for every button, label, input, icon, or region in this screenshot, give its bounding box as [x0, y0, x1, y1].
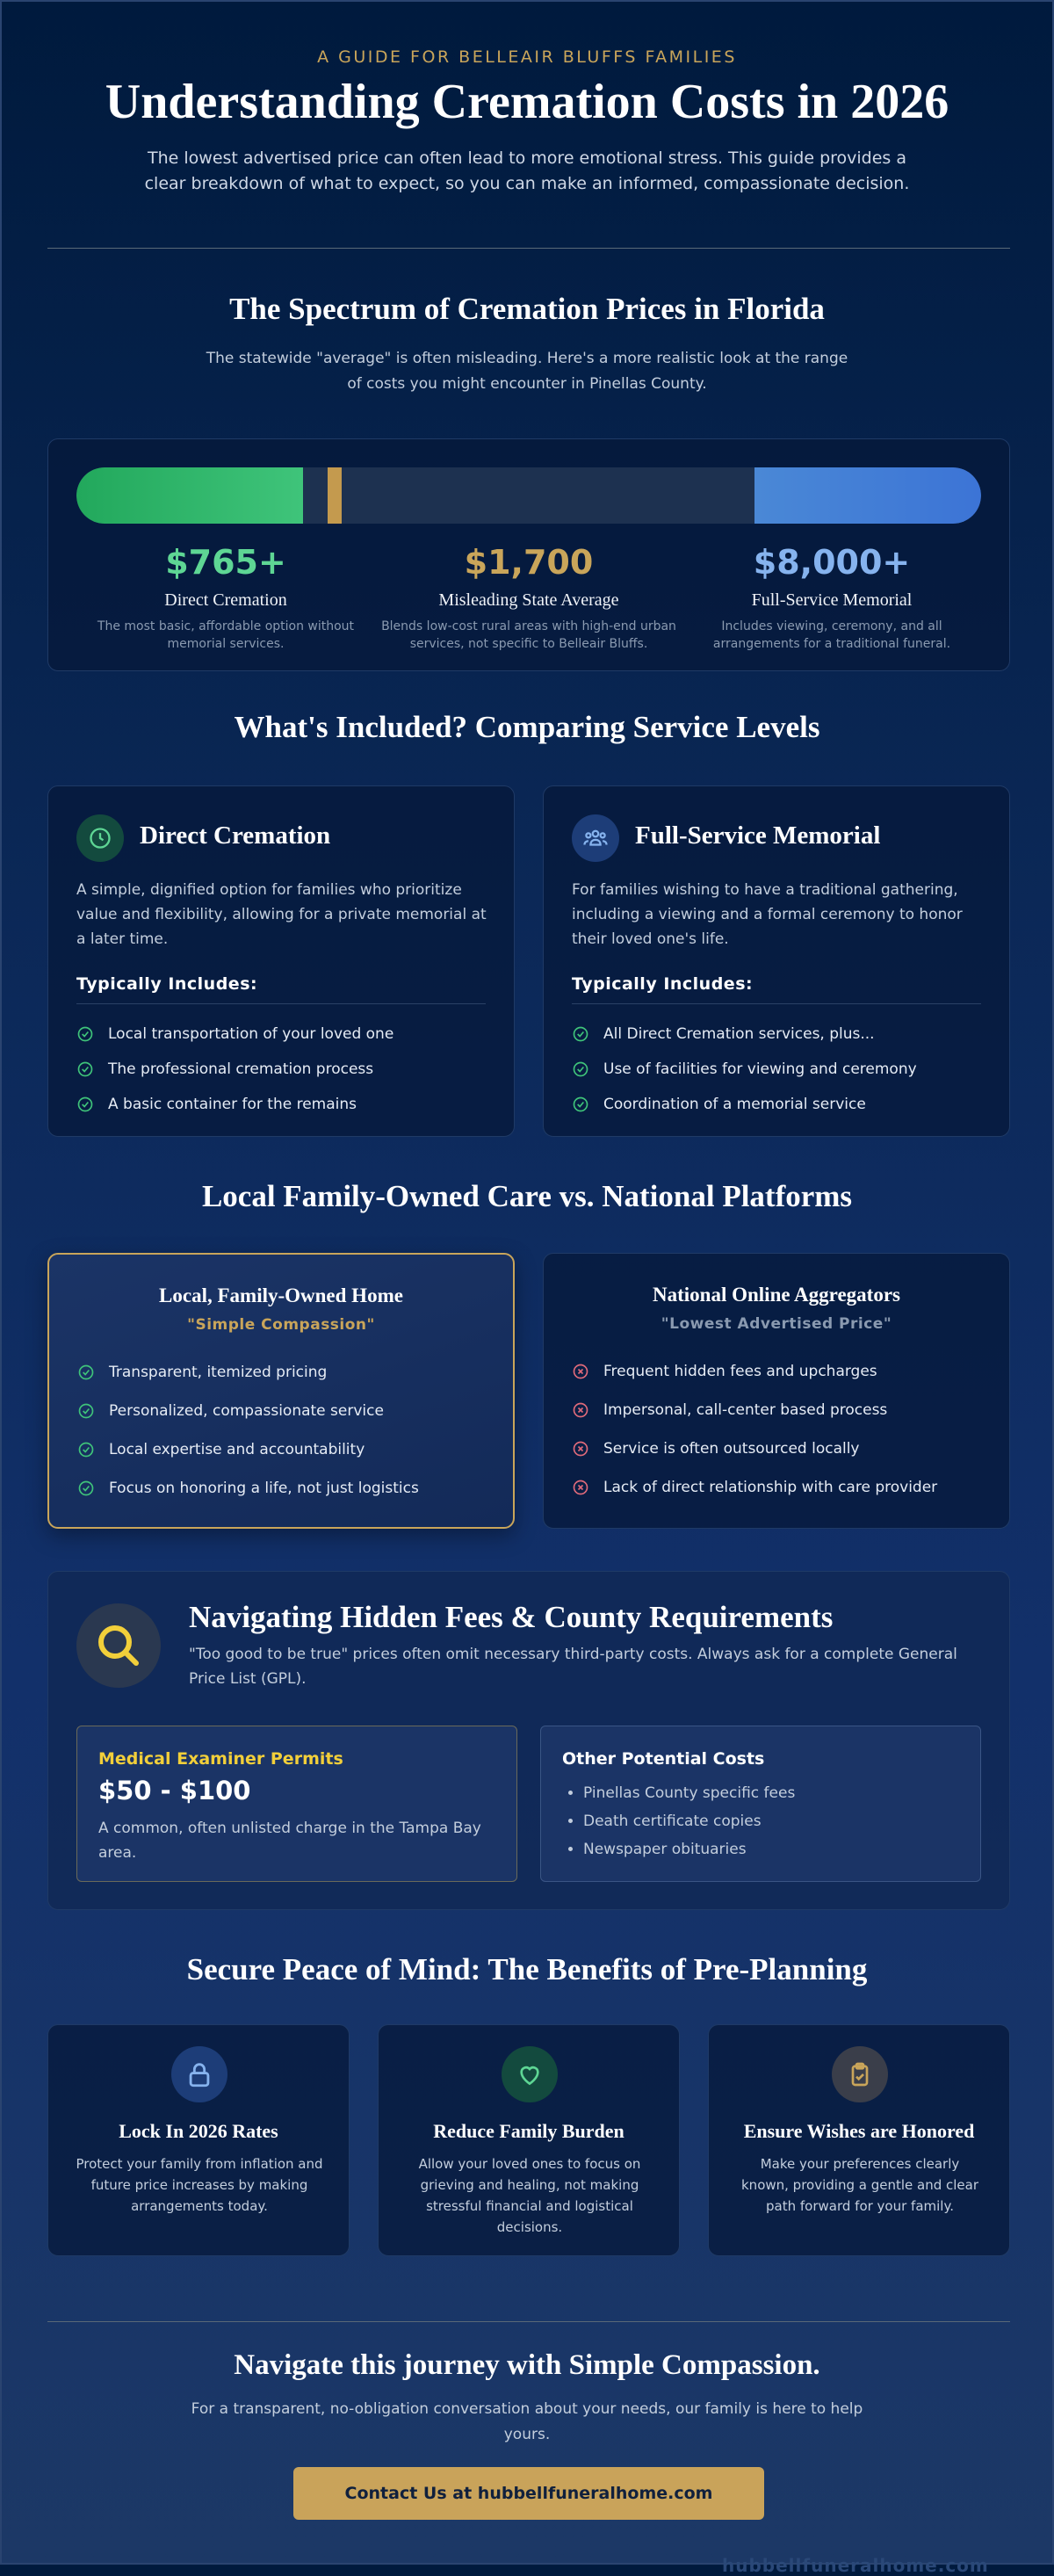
price-desc: Includes viewing, ceremony, and all arrangements for a traditional funeral. — [712, 619, 951, 651]
list-item — [572, 1087, 917, 1122]
list-item-text: Transparent, itemized pricing — [109, 1364, 328, 1381]
list-item-text: All Direct Cremation services, plus... — [603, 1025, 875, 1043]
page-subtitle: The lowest advertised price can often lead to more emotional stress. This guide provides a clear breakdown of what to expect, so you can make an informed, compassionate decision. — [144, 148, 910, 193]
other-costs-box — [540, 1726, 981, 1882]
list-item — [77, 1469, 419, 1508]
price-desc: Blends low-cost rural areas with high-end urban services, not specific to Belleair Bluffs. — [381, 619, 676, 651]
check-circle-icon — [572, 1096, 589, 1113]
bar-marker-average — [328, 467, 342, 524]
divider — [47, 248, 1010, 249]
spectrum-title: The Spectrum of Cremation Prices in Florida — [229, 292, 825, 326]
price-value: $1,700 — [464, 543, 594, 582]
service-title: Full-Service Memorial — [635, 821, 881, 850]
national-aggregators-card — [543, 1253, 1010, 1529]
divider — [76, 1003, 486, 1004]
other-costs-list — [583, 1779, 795, 1863]
check-circle-icon — [77, 1402, 95, 1420]
comparison-title: Local Family-Owned Care vs. National Platforms — [201, 1179, 853, 1213]
check-circle-icon — [76, 1096, 94, 1113]
heart-icon — [502, 2046, 558, 2102]
benefit-card-wishes — [708, 2024, 1010, 2256]
list-item — [572, 1429, 937, 1468]
list-item-text: Focus on honoring a life, not just logistics — [109, 1480, 419, 1497]
clock-icon — [76, 814, 124, 862]
list-item — [77, 1430, 419, 1469]
check-circle-icon — [76, 1060, 94, 1078]
x-circle-icon — [572, 1363, 589, 1380]
list-item-text: Local expertise and accountability — [109, 1441, 365, 1458]
benefit-title: Lock In 2026 Rates — [119, 2120, 278, 2142]
hidden-fees-card — [47, 1571, 1010, 1910]
x-circle-icon — [572, 1479, 589, 1496]
spectrum-subtitle: The statewide "average" is often misleading. Here's a more realistic look at the range of costs you might encounter in Pinellas County. — [206, 350, 848, 393]
includes-heading: Typically Includes: — [572, 974, 754, 994]
list-item-text: Local transportation of your loved one — [108, 1025, 394, 1043]
divider — [572, 1003, 981, 1004]
cta-title: Navigate this journey with Simple Compassion. — [234, 2349, 820, 2381]
fee-title: Other Potential Costs — [562, 1749, 765, 1769]
includes-list — [76, 1017, 393, 1122]
list-item — [76, 1052, 393, 1087]
price-full — [682, 543, 981, 653]
benefits-title: Secure Peace of Mind: The Benefits of Pre-Planning — [186, 1952, 868, 1986]
service-desc: A simple, dignified option for families who prioritize value and flexibility, allowing for a private memorial at a later time. — [76, 881, 487, 948]
magnifier-icon — [76, 1603, 161, 1688]
cta-subtitle: For a transparent, no-obligation conversation about your needs, our family is here to help yours. — [191, 2400, 863, 2443]
bar-segment-full — [754, 467, 981, 524]
list-item: • Death certificate copies — [583, 1807, 795, 1835]
list-item-text: Personalized, compassionate service — [109, 1402, 384, 1420]
list-item-text: Service is often outsourced locally — [603, 1440, 860, 1458]
page-title: Understanding Cremation Costs in 2026 — [105, 75, 949, 129]
fees-subtitle: "Too good to be true" prices often omit necessary third-party costs. Always ask for a complete General Price List (GPL). — [189, 1646, 957, 1688]
list-item — [77, 1353, 419, 1392]
check-circle-icon — [572, 1025, 589, 1043]
list-item-text: Coordination of a memorial service — [603, 1096, 866, 1113]
service-desc: For families wishing to have a traditional gathering, including a viewing and a formal ceremony to honor their loved one's life. — [572, 881, 963, 948]
benefit-title: Reduce Family Burden — [433, 2120, 624, 2142]
includes-heading: Typically Includes: — [76, 974, 258, 994]
full-service-card — [543, 785, 1010, 1137]
lock-icon — [171, 2046, 227, 2102]
price-direct — [76, 543, 375, 653]
fee-desc: A common, often unlisted charge in the Tampa Bay area. — [98, 1820, 481, 1862]
x-circle-icon — [572, 1401, 589, 1419]
card-title: Local, Family-Owned Home — [159, 1284, 403, 1306]
card-title: National Online Aggregators — [653, 1284, 900, 1306]
price-label: Full-Service Memorial — [751, 590, 913, 610]
list-item — [76, 1017, 393, 1052]
list-item — [572, 1017, 917, 1052]
benefit-desc: Protect your family from inflation and future price increases by making arrangements today. — [76, 2156, 323, 2214]
local-home-card — [47, 1253, 515, 1529]
fees-title: Navigating Hidden Fees & County Requirements — [189, 1600, 834, 1634]
benefit-desc: Make your preferences clearly known, providing a gentle and clear path forward for your family. — [741, 2156, 978, 2214]
list-item — [572, 1052, 917, 1087]
list-item — [572, 1468, 937, 1507]
price-average — [379, 543, 678, 653]
card-tagline: "Simple Compassion" — [187, 1316, 375, 1334]
price-range-bar — [76, 467, 981, 524]
bar-segment-direct — [76, 467, 303, 524]
list-item: • Pinellas County specific fees — [583, 1779, 795, 1807]
price-desc: The most basic, affordable option without memorial services. — [97, 619, 355, 651]
includes-list — [572, 1017, 917, 1122]
price-label: Direct Cremation — [164, 590, 287, 610]
benefit-card-burden — [378, 2024, 680, 2256]
drawbacks-list — [572, 1352, 937, 1507]
site-watermark: hubbellfuneralhome.com — [722, 2555, 989, 2576]
list-item-text: Use of facilities for viewing and ceremony — [603, 1060, 917, 1078]
list-item-text: Frequent hidden fees and upcharges — [603, 1363, 877, 1380]
divider — [47, 2321, 1010, 2322]
list-item-text: Impersonal, call-center based process — [603, 1401, 888, 1419]
list-item-text: Lack of direct relationship with care provider — [603, 1479, 938, 1496]
direct-cremation-card — [47, 785, 515, 1137]
fee-title: Medical Examiner Permits — [98, 1749, 343, 1769]
price-label: Misleading State Average — [438, 590, 619, 610]
check-circle-icon — [572, 1060, 589, 1078]
contact-us-button[interactable]: Contact Us at hubbellfuneralhome.com — [293, 2467, 764, 2520]
price-value: $765+ — [165, 543, 286, 582]
check-circle-icon — [76, 1025, 94, 1043]
people-icon — [572, 814, 619, 862]
list-item-text: The professional cremation process — [108, 1060, 374, 1078]
list-item — [572, 1391, 937, 1429]
check-circle-icon — [77, 1480, 95, 1497]
service-title: Direct Cremation — [140, 821, 331, 850]
benefit-card-rates — [47, 2024, 350, 2256]
price-spectrum-card — [47, 438, 1010, 671]
benefits-list — [77, 1353, 419, 1508]
list-item — [77, 1392, 419, 1430]
services-title: What's Included? Comparing Service Levels — [234, 710, 820, 744]
list-item-text: A basic container for the remains — [108, 1096, 357, 1113]
price-value: $8,000+ — [753, 543, 911, 582]
medical-examiner-box — [76, 1726, 517, 1882]
check-circle-icon — [77, 1364, 95, 1381]
fee-value: $50 - $100 — [98, 1776, 251, 1805]
x-circle-icon — [572, 1440, 589, 1458]
list-item: • Newspaper obituaries — [583, 1835, 795, 1863]
benefit-title: Ensure Wishes are Honored — [743, 2120, 975, 2142]
card-tagline: "Lowest Advertised Price" — [661, 1315, 892, 1333]
list-item — [572, 1352, 937, 1391]
eyebrow: A GUIDE FOR BELLEAIR BLUFFS FAMILIES — [317, 47, 737, 67]
list-item — [76, 1087, 393, 1122]
check-circle-icon — [77, 1441, 95, 1458]
benefit-desc: Allow your loved ones to focus on grieving and healing, not making stressful financial and logistical decisions. — [418, 2156, 641, 2235]
clipboard-check-icon — [832, 2046, 888, 2102]
